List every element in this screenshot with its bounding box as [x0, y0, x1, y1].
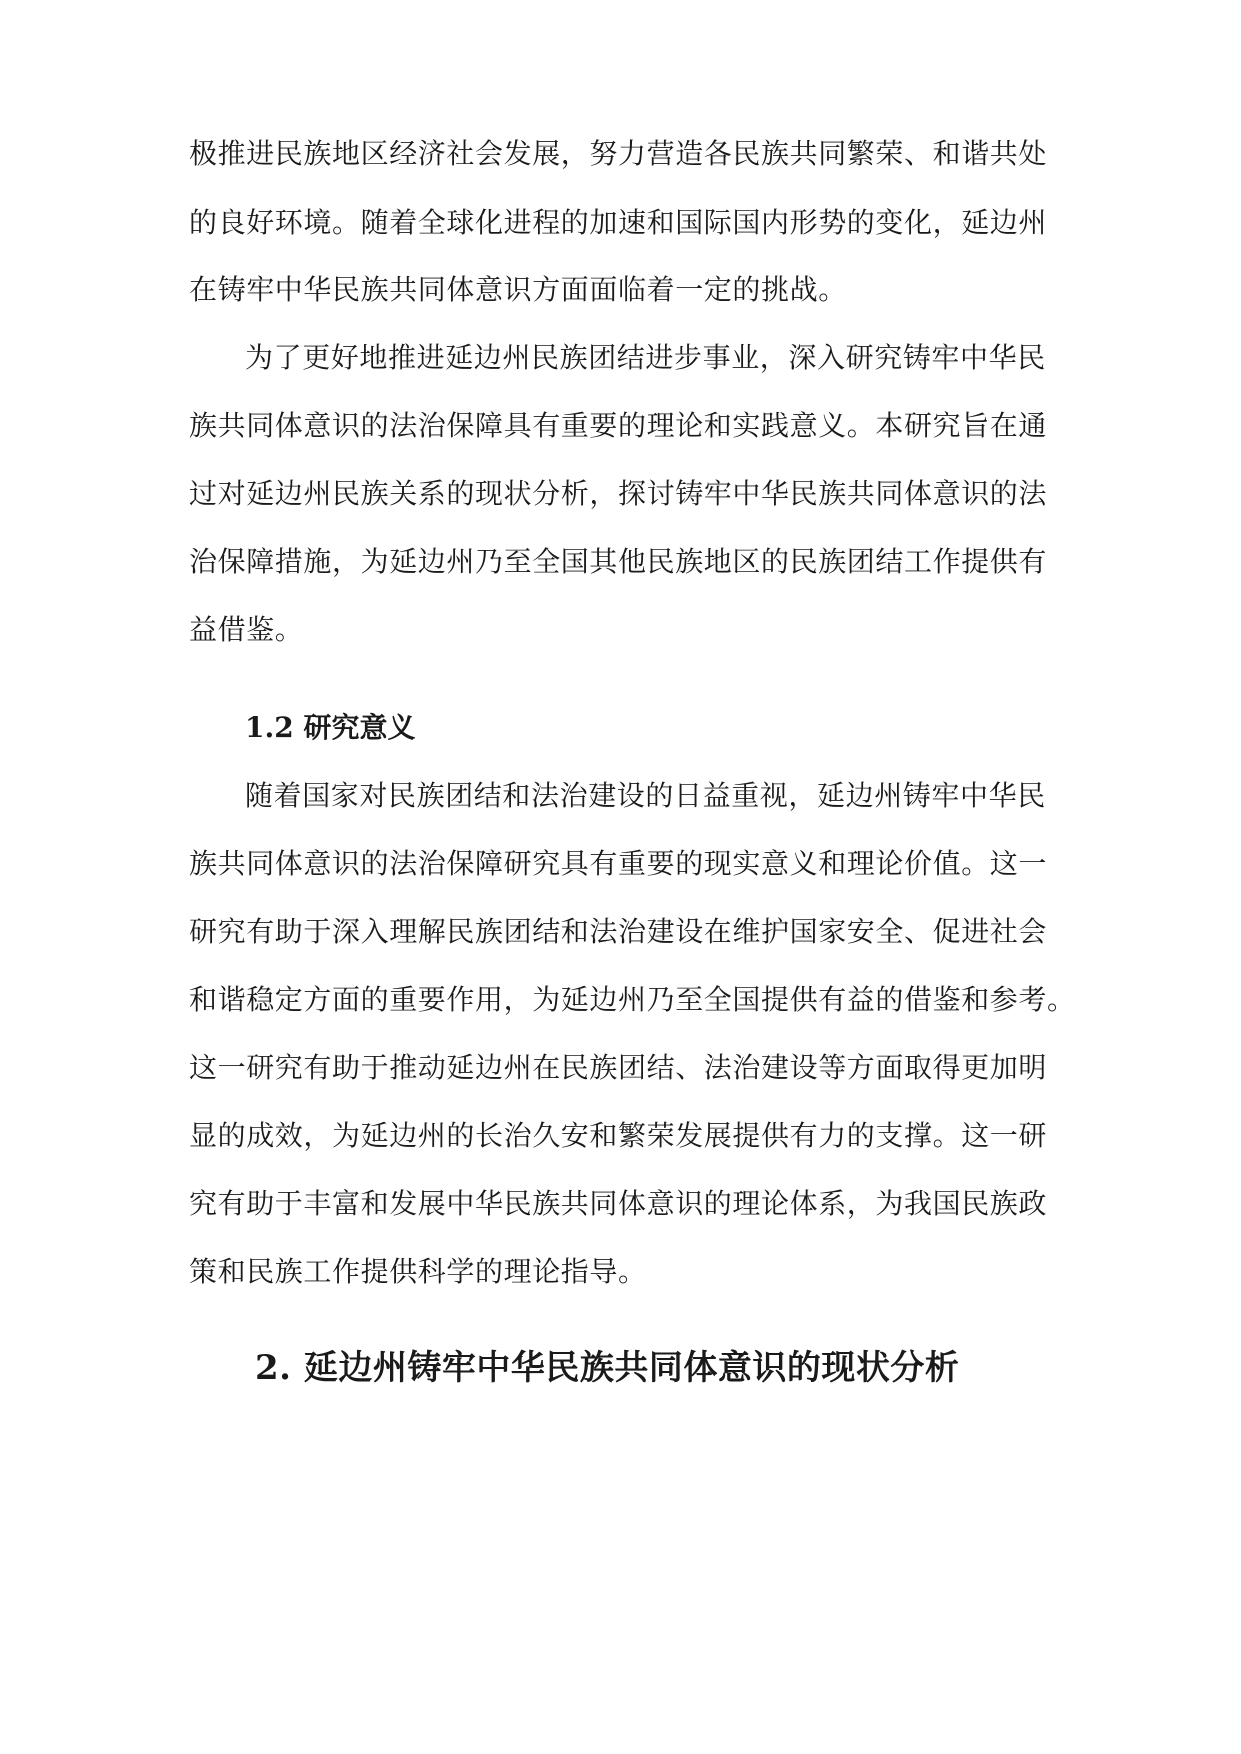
body-text-line: 在铸牢中华民族共同体意识方面面临着一定的挑战。 — [189, 273, 847, 306]
body-text-line: 益借鉴。 — [189, 613, 304, 646]
body-text-line: 为了更好地推进延边州民族团结进步事业，深入研究铸牢中华民 — [245, 341, 1046, 374]
body-text-line: 过对延边州民族关系的现状分析，探讨铸牢中华民族共同体意识的法 — [189, 477, 1048, 510]
body-text-line: 究有助于丰富和发展中华民族共同体意识的理论体系，为我国民族政 — [189, 1187, 1048, 1220]
body-text-line: 研究有助于深入理解民族团结和法治建设在维护国家安全、促进社会 — [189, 915, 1048, 948]
body-text-line: 的良好环境。随着全球化进程的加速和国际国内形势的变化，延边州 — [189, 206, 1048, 239]
body-text-line: 族共同体意识的法治保障具有重要的理论和实践意义。本研究旨在通 — [189, 409, 1048, 442]
body-text-line: 族共同体意识的法治保障研究具有重要的现实意义和理论价值。这一 — [189, 847, 1048, 880]
body-text-line: 随着国家对民族团结和法治建设的日益重视，延边州铸牢中华民 — [245, 779, 1046, 812]
body-text-line: 和谐稳定方面的重要作用，为延边州乃至全国提供有益的借鉴和参考。 — [189, 983, 1076, 1016]
section-heading-1-2: 1.2 研究意义 — [245, 711, 416, 744]
chapter-heading-2: 2. 延边州铸牢中华民族共同体意识的现状分析 — [255, 1348, 960, 1388]
body-text-line: 策和民族工作提供科学的理论指导。 — [189, 1255, 647, 1288]
body-text-line: 极推进民族地区经济社会发展，努力营造各民族共同繁荣、和谐共处 — [189, 137, 1048, 170]
body-text-line: 显的成效，为延边州的长治久安和繁荣发展提供有力的支撑。这一研 — [189, 1119, 1048, 1152]
body-text-line: 治保障措施，为延边州乃至全国其他民族地区的民族团结工作提供有 — [189, 545, 1048, 578]
body-text-line: 这一研究有助于推动延边州在民族团结、法治建设等方面取得更加明 — [189, 1051, 1048, 1084]
